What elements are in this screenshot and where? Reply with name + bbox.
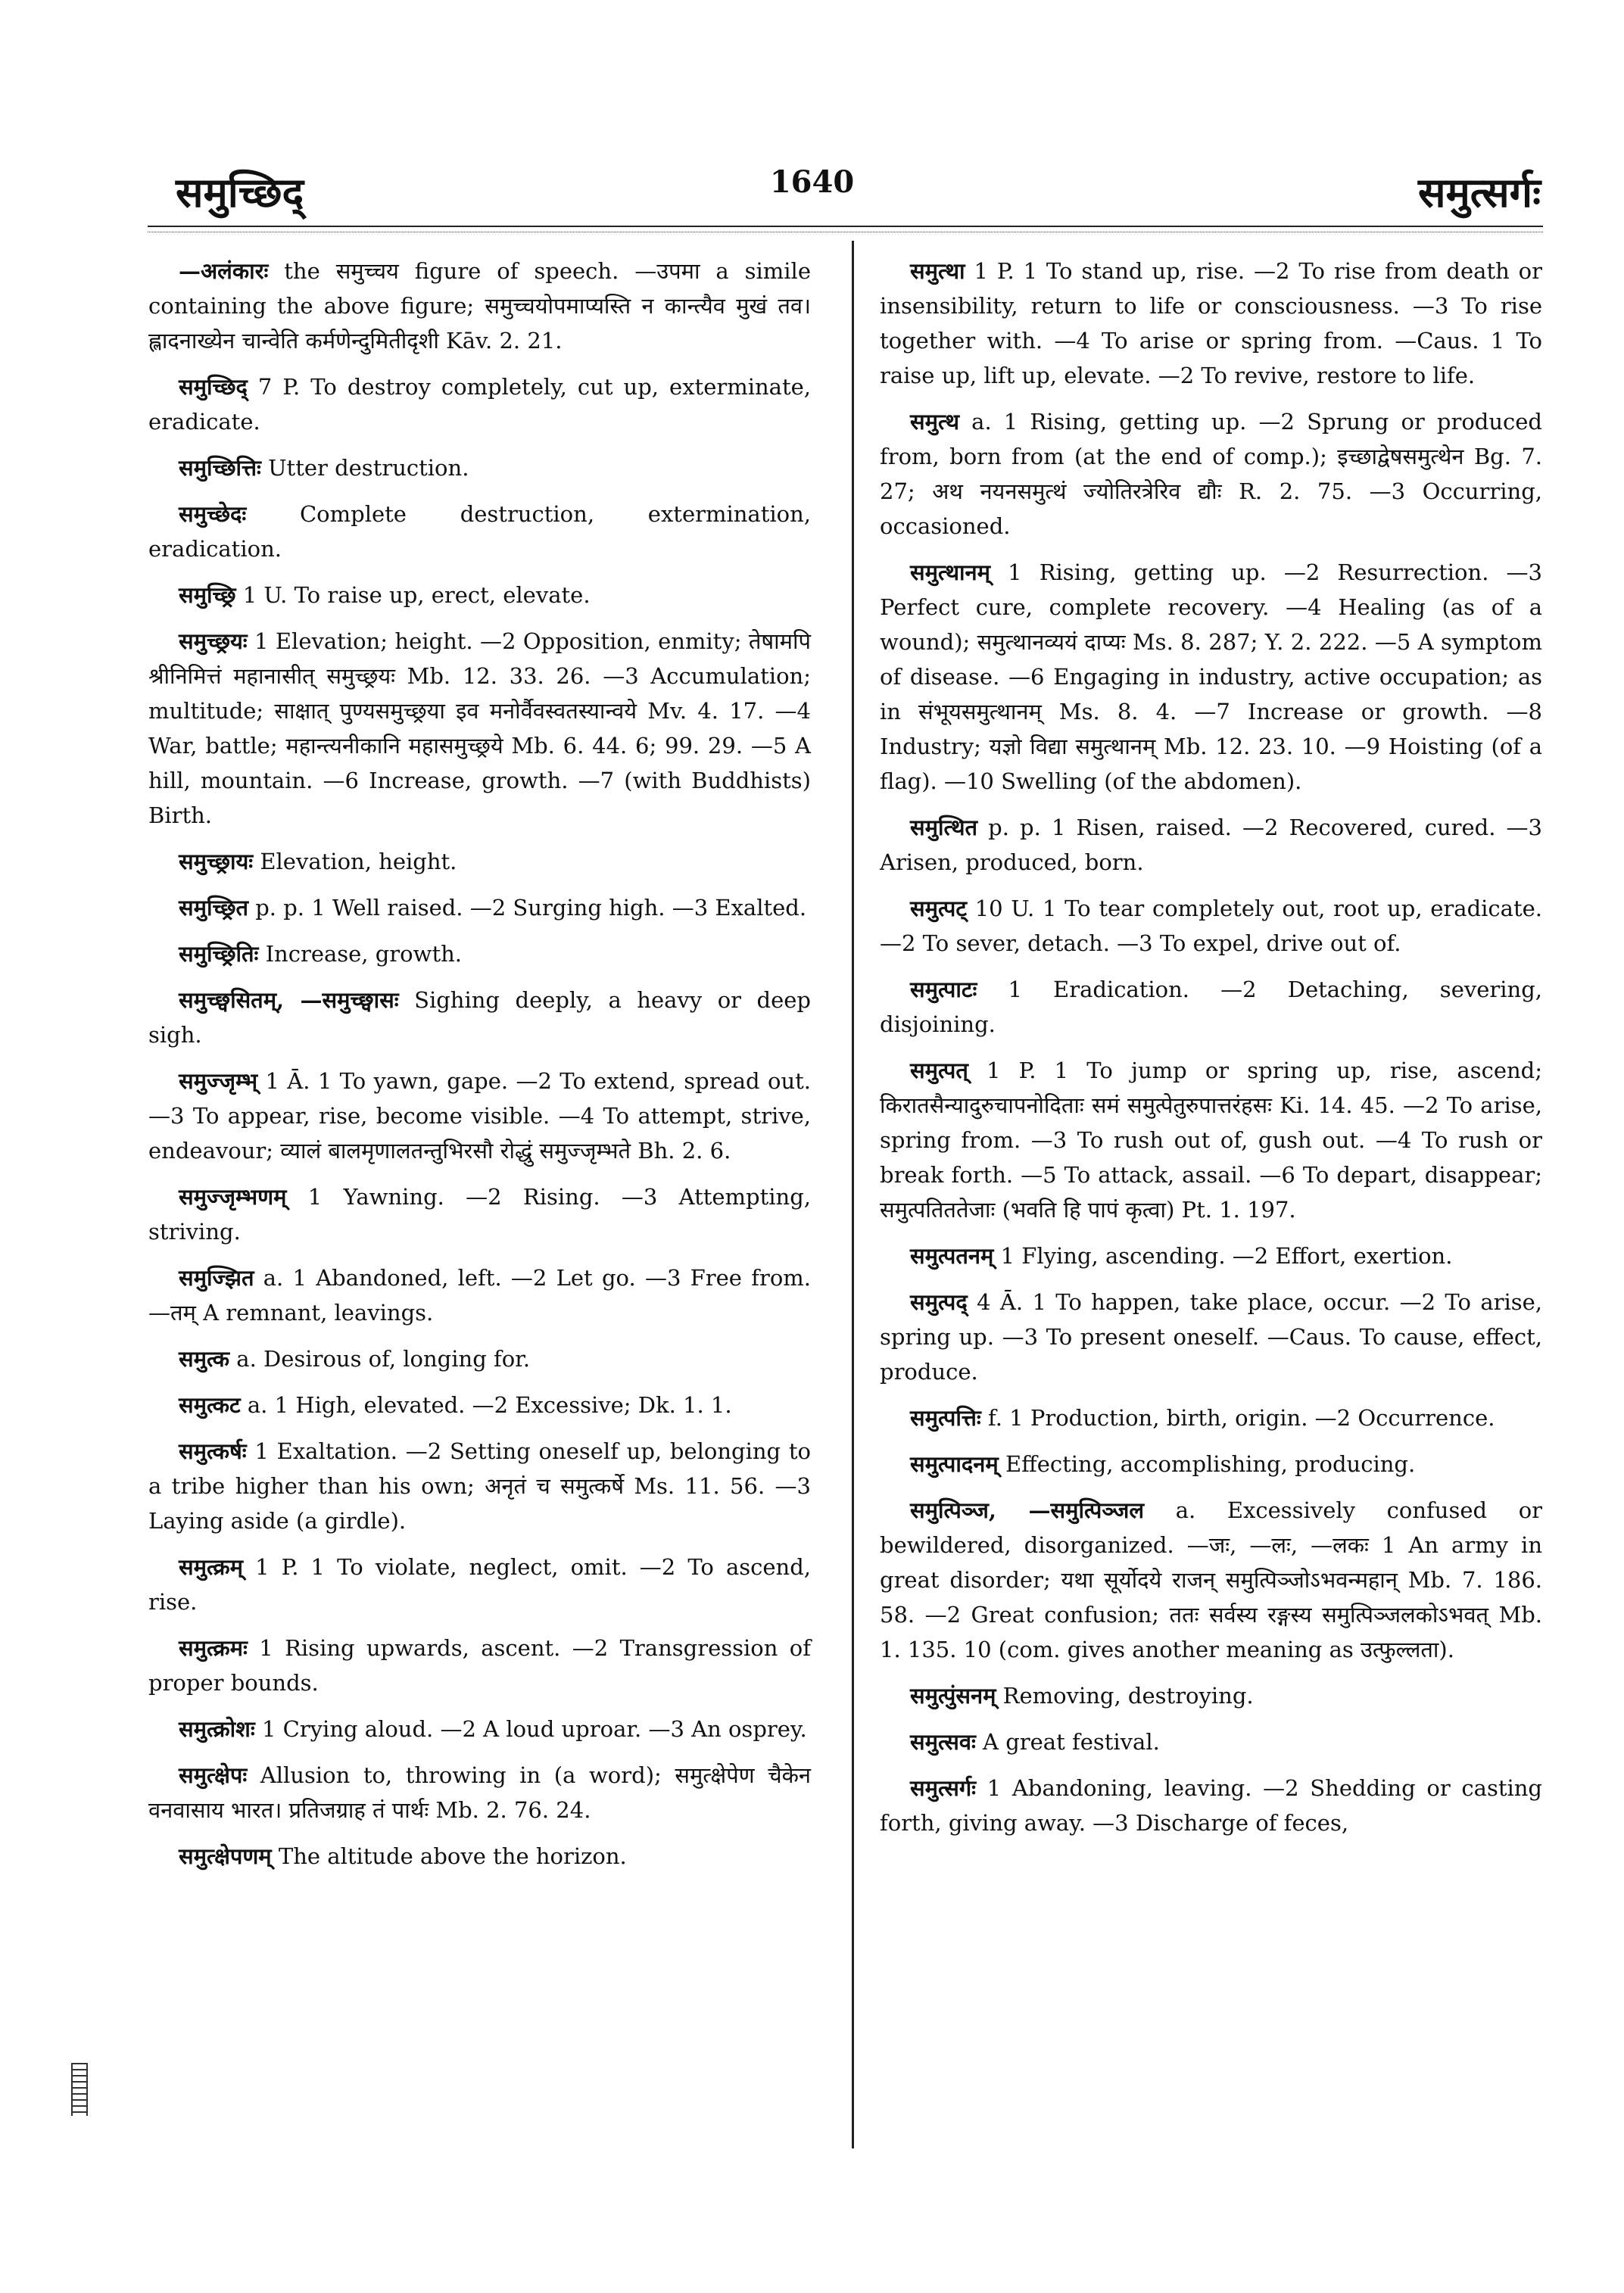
header-right-guideword: समुत्सर्गः: [1417, 168, 1541, 217]
entry-definition: 1 Crying aloud. —2 A loud uproar. —3 An osprey.: [261, 1716, 807, 1742]
entry-definition: 1 Elevation; height. —2 Opposition, enmity; तेषामपि श्रीनिमित्तं महानासीत् समुच्छ्रयः Mb. 12. 33. 26. —3 Accumulation; multitude; साक्षात् पुण्यसमुच्छ्रया इव मनोर्वैवस्वतस्यान्वये Mv. 4. 17. —4 War, battle; महान्त्यनीकानि महासमुच्छ्रये Mb. 6. 44. 6; 99. 29. —5 A hill, mountain. —6 Increase, growth. —7 (with Buddhists) Birth.: [148, 628, 812, 828]
entry-headword: समुज्झित: [179, 1265, 254, 1291]
entry-headword: समुत्सवः: [910, 1729, 976, 1755]
margin-scan-marks: [71, 2063, 88, 2116]
entry-headword: समुच्छ्रयः: [179, 628, 248, 654]
dictionary-entry: [148, 1631, 811, 1700]
dictionary-entry: [880, 1400, 1542, 1435]
entry-headword: समुत्था: [910, 258, 965, 284]
entry-definition: f. 1 Production, birth, origin. —2 Occurrence.: [988, 1405, 1495, 1431]
entry-headword: समुच्छ्वसितम्, —समुच्छ्वासः: [179, 987, 399, 1013]
dictionary-entry: [148, 890, 811, 925]
dictionary-entry: [880, 1285, 1542, 1389]
entry-definition: 1 Yawning. —2 Rising. —3 Attempting, striving.: [148, 1184, 811, 1245]
entry-headword: समुत्सर्गः: [910, 1775, 977, 1801]
entry-definition: 1 P. 1 To jump or spring up, rise, ascend; किरातसैन्यादुरुचापनोदिताः समं समुत्पेतुरुपात्तरंहसः Ki. 14. 45. —2 To arise, spring from. —3 To rush out of, gush out. —4 To rush or break forth. —5 To attack, assail. —6 To depart, disappear; समुत्पतिततेजाः (भवति हि पापं कृत्वा) Pt. 1. 197.: [880, 1058, 1543, 1223]
entry-headword: समुज्जृम्भ्: [179, 1068, 258, 1094]
dictionary-entry: [880, 972, 1542, 1042]
entry-headword: समुच्छ्रि: [179, 582, 236, 608]
entry-definition: 1 Exaltation. —2 Setting oneself up, belonging to a tribe higher than his own; अनृतं च समुत्कर्षे Ms. 11. 56. —3 Laying aside (a girdle).: [148, 1438, 811, 1534]
entry-definition: 1 Rising upwards, ascent. —2 Transgression of proper bounds.: [148, 1635, 811, 1696]
entry-headword: समुच्छित्तिः: [179, 455, 261, 481]
entry-headword: समुत्पत्: [910, 1058, 968, 1083]
entry-headword: समुत्पुंसनम्: [910, 1683, 996, 1709]
dictionary-entry: [880, 254, 1542, 393]
entry-definition: Elevation, height.: [260, 849, 457, 874]
entry-headword: समुत्क्रमः: [179, 1635, 248, 1661]
entry-definition: Increase, growth.: [265, 941, 463, 967]
dictionary-entry: [148, 1064, 811, 1168]
running-header: [0, 163, 1624, 223]
dictionary-entry: [148, 1712, 811, 1746]
dictionary-entry: [880, 555, 1542, 799]
entry-definition: Effecting, accomplishing, producing.: [1005, 1451, 1416, 1477]
dictionary-entry: [148, 254, 811, 358]
entry-definition: Sighing deeply, a heavy or deep sigh.: [148, 987, 811, 1048]
entry-definition: Removing, destroying.: [1002, 1683, 1254, 1709]
entry-definition: A great festival.: [983, 1729, 1160, 1755]
entry-definition: a. 1 High, elevated. —2 Excessive; Dk. 1. 1.: [247, 1392, 732, 1418]
header-left-guideword: समुच्छिद्: [176, 168, 304, 217]
entry-definition: a. 1 Rising, getting up. —2 Sprung or produced from, born from (at the end of comp.); इच्छाद्वेषसमुत्थेन Bg. 7. 27; अथ नयनसमुत्थं ज्योतिरत्रेरिव द्यौः R. 2. 75. —3 Occurring, occasioned.: [880, 409, 1542, 539]
dictionary-entry: [148, 624, 811, 833]
entry-headword: समुत्क्षेपणम्: [179, 1843, 272, 1869]
entry-headword: समुत्क्षेपः: [179, 1762, 248, 1788]
dictionary-entry: [880, 891, 1542, 961]
entry-definition: p. p. 1 Risen, raised. —2 Recovered, cured. —3 Arisen, produced, born.: [880, 815, 1542, 875]
entry-headword: समुच्छ्रायः: [179, 849, 254, 874]
dictionary-entry: [880, 1724, 1542, 1759]
entry-definition: Allusion to, throwing in (a word); समुत्क्षेपेण चैकेन वनवासाय भारत। प्रतिजग्राह तं पार्थः Mb. 2. 76. 24.: [148, 1762, 812, 1823]
entry-headword: समुत्पाटः: [910, 977, 977, 1002]
dictionary-entry: [148, 1260, 811, 1330]
dictionary-entry: [148, 1341, 811, 1376]
dictionary-entry: [880, 404, 1542, 544]
entry-definition: 4 Ā. 1 To happen, take place, occur. —2 To arise, spring up. —3 To present oneself. —Caus. To cause, effect, produce.: [880, 1289, 1543, 1385]
entry-definition: 10 U. 1 To tear completely out, root up, eradicate. —2 To sever, detach. —3 To expel, drive out of.: [880, 896, 1542, 956]
entry-definition: 1 U. To raise up, erect, elevate.: [242, 582, 591, 608]
entry-definition: 7 P. To destroy completely, cut up, exterminate, eradicate.: [148, 374, 812, 435]
entry-headword: समुच्छ्रित: [179, 895, 248, 921]
dictionary-entry: [880, 810, 1542, 880]
dictionary-entry: [148, 1179, 811, 1249]
entry-headword: समुत्थ: [910, 409, 960, 435]
dictionary-entry: [148, 1839, 811, 1874]
dictionary-entry: [880, 1447, 1542, 1481]
entry-headword: समुत्क्रोशः: [179, 1716, 255, 1742]
entry-definition: 1 Flying, ascending. —2 Effort, exertion.: [1000, 1243, 1453, 1269]
dictionary-entry: [880, 1771, 1542, 1840]
right-column: [880, 254, 1542, 1852]
dictionary-entry: [148, 369, 811, 439]
dictionary-entry: [148, 983, 811, 1052]
page-number: 1640: [769, 164, 855, 200]
entry-headword: समुत्कर्षः: [179, 1438, 247, 1464]
entry-headword: समुत्पिञ्ज, —समुत्पिञ्जल: [910, 1497, 1145, 1523]
dictionary-entry: [148, 450, 811, 485]
entry-definition: a. 1 Abandoned, left. —2 Let go. —3 Free from. —तम् A remnant, leavings.: [148, 1265, 812, 1326]
dictionary-entry: [148, 1550, 811, 1619]
dictionary-entry: [148, 1758, 811, 1827]
entry-definition: 1 P. 1 To violate, neglect, omit. —2 To ascend, rise.: [148, 1554, 811, 1615]
dictionary-entry: [880, 1053, 1542, 1227]
entry-definition: Complete destruction, extermination, eradication.: [148, 501, 812, 562]
dictionary-entry: [880, 1678, 1542, 1713]
entry-headword: समुज्जृम्भणम्: [179, 1184, 287, 1210]
dictionary-entry: [148, 1388, 811, 1422]
entry-headword: समुत्थानम्: [910, 559, 990, 585]
entry-definition: 1 Eradication. —2 Detaching, severing, disjoining.: [880, 977, 1542, 1037]
column-divider: [852, 241, 854, 2148]
dictionary-entry: [148, 578, 811, 612]
dictionary-entry: [880, 1238, 1542, 1273]
entry-definition: a. Desirous of, longing for.: [236, 1346, 531, 1372]
entry-headword: समुत्कट: [179, 1392, 241, 1418]
entry-headword: समुत्थित: [910, 815, 978, 840]
entry-headword: समुच्छिद्: [179, 374, 248, 400]
entry-definition: 1 P. 1 To stand up, rise. —2 To rise from death or insensibility, return to life or consciousness. —3 To rise together with. —4 To arise or spring from. —Caus. 1 To raise up, lift up, elevate. —2 To revive, restore to life.: [880, 258, 1543, 388]
header-rule: [148, 226, 1543, 227]
entry-definition: 1 Abandoning, leaving. —2 Shedding or casting forth, giving away. —3 Discharge of feces,: [880, 1775, 1542, 1836]
entry-headword: समुत्पद्: [910, 1289, 968, 1315]
entry-headword: समुत्पत्तिः: [910, 1405, 981, 1431]
dictionary-entry: [148, 1434, 811, 1538]
entry-headword: समुत्क: [179, 1346, 230, 1372]
dictionary-entry: [148, 497, 811, 566]
entry-headword: समुत्क्रम्: [179, 1554, 243, 1580]
dictionary-entry: [148, 844, 811, 879]
entry-headword: समुत्पतनम्: [910, 1243, 994, 1269]
entry-headword: समुच्छ्रितिः: [179, 941, 259, 967]
entry-definition: p. p. 1 Well raised. —2 Surging high. —3 Exalted.: [255, 895, 807, 921]
dictionary-entry: [880, 1493, 1542, 1667]
left-column: [148, 254, 811, 1885]
entry-definition: The altitude above the horizon.: [278, 1843, 627, 1869]
entry-definition: 1 Ā. 1 To yawn, gape. —2 To extend, spread out. —3 To appear, rise, become visible. —4 To attempt, strive, endeavour; व्यालं बालमृणालतन्तुभिरसौ रोद्धुं समुज्जृम्भते Bh. 2. 6.: [148, 1068, 811, 1164]
entry-headword: समुत्पट्: [910, 896, 967, 921]
entry-headword: समुच्छेदः: [179, 501, 247, 527]
dictionary-entry: [148, 936, 811, 971]
entry-headword: —अलंकारः: [179, 258, 269, 284]
entry-definition: a. Excessively confused or bewildered, disorganized. —जः, —लः, —लकः 1 An army in great disorder; यथा सूर्योदये राजन् समुत्पिञ्जोऽभवन्महान् Mb. 7. 186. 58. —2 Great confusion; ततः सर्वस्य रङ्गस्य समुत्पिञ्जलकोऽभवत् Mb. 1. 135. 10 (com. gives another meaning as उत्फुल्लता).: [880, 1497, 1543, 1662]
entry-definition: Utter destruction.: [268, 455, 469, 481]
entry-definition: 1 Rising, getting up. —2 Resurrection. —3 Perfect cure, complete recovery. —4 Healing (as of a wound); समुत्थानव्ययं दाप्यः Ms. 8. 287; Y. 2. 222. —5 A symptom of disease. —6 Engaging in industry, active occupation; as in संभूयसमुत्थानम् Ms. 8. 4. —7 Increase or growth. —8 Industry; यज्ञो विद्या समुत्थानम् Mb. 12. 23. 10. —9 Hoisting (of a flag). —10 Swelling (of the abdomen).: [880, 559, 1542, 794]
entry-headword: समुत्पादनम्: [910, 1451, 999, 1477]
entry-definition: the समुच्चय figure of speech. —उपमा a simile containing the above figure; समुच्चयोपमाप्यस्ति न कान्त्यैव मुखं तव। ह्लादनाख्येन चान्वेति कर्मणेन्दुमितीदृशी Kāv. 2. 21.: [148, 258, 811, 354]
